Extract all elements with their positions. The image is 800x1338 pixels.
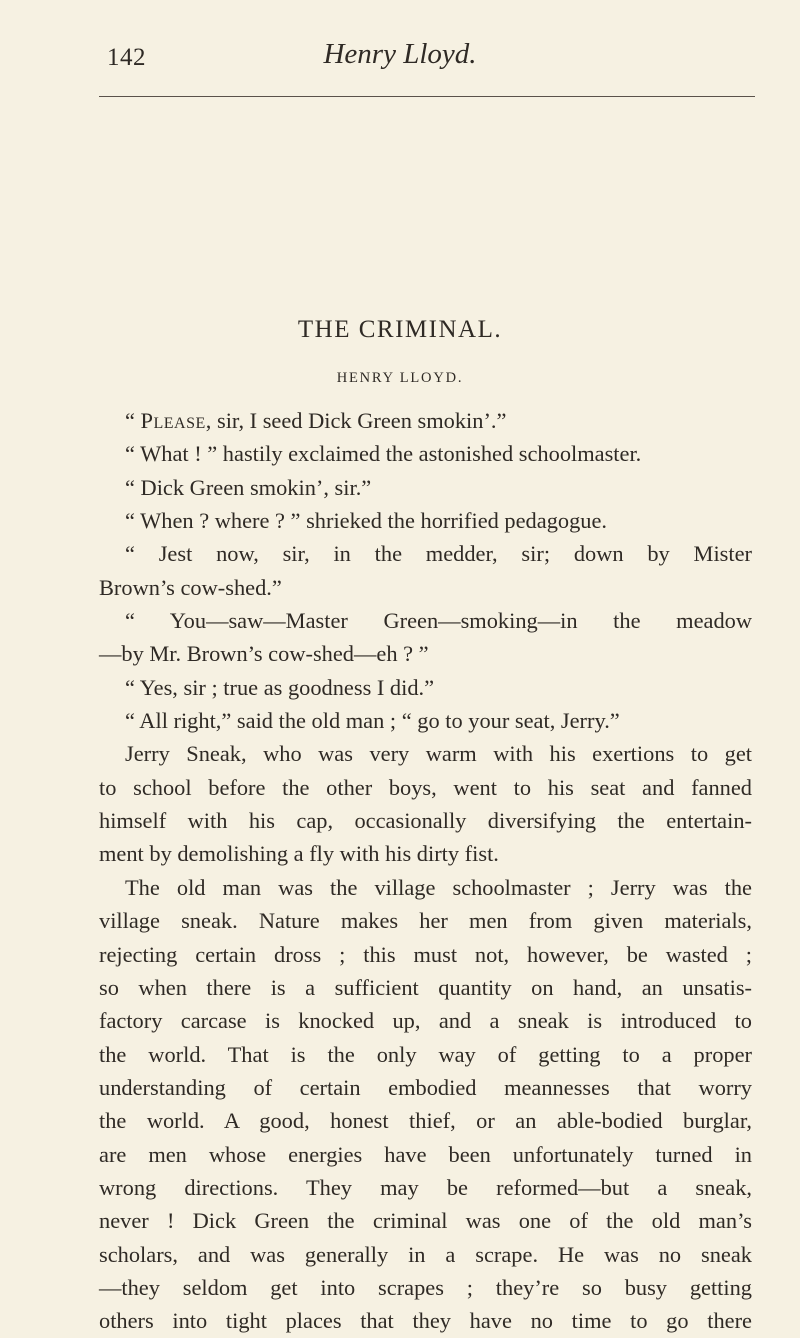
text-line: —by Mr. Brown’s cow-shed—eh ? ” — [99, 641, 429, 667]
text-line: others into tight places that they have no time to go there — [99, 1308, 752, 1334]
text-line: “ Dick Green smokin’, sir.” — [125, 474, 372, 500]
text-line: are men whose energies have been unfortunately turned in — [99, 1141, 752, 1167]
text-line: “ When ? where ? ” shrieked the horrified pedagogue. — [125, 508, 608, 534]
text-line: himself with his cap, occasionally diversifying the entertain- — [99, 808, 752, 834]
article-byline: HENRY LLOYD. — [336, 370, 464, 386]
text-line: The old man was the village schoolmaster ; Jerry was the — [125, 874, 752, 900]
text-line: “ Yes, sir ; true as goodness I did.” — [125, 674, 435, 700]
text-line: Jerry Sneak, who was very warm with his exertions to get — [125, 741, 752, 767]
text-line: wrong directions. They may be reformed—but a sneak, — [99, 1174, 752, 1200]
text-line: never ! Dick Green the criminal was one of the old man’s — [99, 1208, 752, 1234]
body-text — [99, 404, 752, 1338]
text-line: —they seldom get into scrapes ; they’re so busy getting — [99, 1274, 752, 1300]
text-line: understanding of certain embodied meannesses that worry — [99, 1074, 752, 1100]
text-line: Brown’s cow-shed.” — [99, 574, 282, 600]
text-line: to school before the other boys, went to his seat and fanned — [99, 774, 752, 800]
text-line: so when there is a sufficient quantity on hand, an unsatis- — [99, 974, 752, 1000]
text-line: ment by demolishing a fly with his dirty fist. — [99, 841, 499, 867]
running-head — [0, 36, 800, 76]
text-line: village sneak. Nature makes her men from given materials, — [99, 908, 752, 934]
text-line: the world. That is the only way of getting to a proper — [99, 1041, 752, 1067]
text-line: “ You—saw—Master Green—smoking—in the meadow — [125, 608, 752, 634]
article-title: THE CRIMINAL. — [297, 316, 503, 343]
text-line: “ Jest now, sir, in the medder, sir; down by Mister — [125, 541, 752, 567]
text-line: “ What ! ” hastily exclaimed the astonished schoolmaster. — [125, 441, 642, 467]
text-line: “ All right,” said the old man ; “ go to your seat, Jerry.” — [125, 708, 620, 734]
running-title: Henry Lloyd. — [323, 38, 477, 70]
page-number: 142 — [107, 44, 146, 71]
text-line: “ Please, sir, I seed Dick Green smokin’.” — [125, 408, 507, 433]
small-caps-opening-word: Please — [140, 408, 206, 433]
text-line: factory carcase is knocked up, and a sneak is introduced to — [99, 1008, 752, 1034]
text-line: rejecting certain dross ; this must not, however, be wasted ; — [99, 941, 752, 967]
text-line: scholars, and was generally in a scrape. He was no sneak — [99, 1241, 752, 1267]
text-line: the world. A good, honest thief, or an able-bodied burglar, — [99, 1108, 752, 1134]
header-rule — [99, 96, 755, 97]
